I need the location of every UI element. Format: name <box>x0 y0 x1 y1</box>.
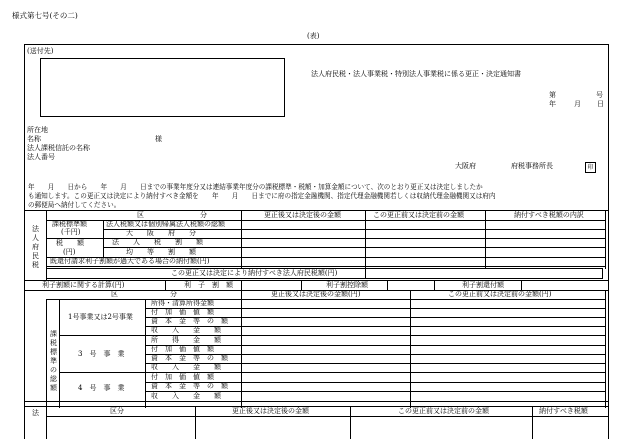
t3-hdr-kubun: 区分 <box>110 407 124 415</box>
t2-group-line <box>46 299 47 408</box>
t2-group-1: 課 <box>50 330 57 338</box>
t2-col-c <box>605 290 606 408</box>
address-label: 所在地 <box>27 126 48 134</box>
t1-side-2: 人 <box>32 234 39 242</box>
t2-r10 <box>145 391 605 392</box>
seal-stamp: 印 <box>585 162 596 173</box>
doc-no-suffix: 号 <box>596 91 603 99</box>
t1-zeigaku-unit: (円) <box>63 248 76 256</box>
t2-hdr-bun: 分 <box>170 290 177 298</box>
t2-g1-item3: 資 本 金 等 の 額 <box>151 317 228 325</box>
body-line-3: の郵便局へ納付してください。 <box>28 201 121 209</box>
trust-name-label: 法人課税信託の名称 <box>27 144 90 152</box>
interest-c3: 利子割還付額 <box>462 281 504 289</box>
t1-side-3: 府 <box>32 243 39 251</box>
t3-side-line <box>46 406 47 439</box>
t2-r6 <box>145 354 605 355</box>
t1-side-1: 法 <box>32 225 39 233</box>
t2-g2-item2: 付 加 価 値 額 <box>151 345 214 353</box>
doc-no-label: 第 <box>549 91 556 99</box>
t3-col-c <box>532 406 533 439</box>
t1-hdr-col2: この更正前又は決定前の金額 <box>373 211 464 219</box>
t2-r1 <box>145 308 605 309</box>
t2-g2-name: 3 号 事 業 <box>78 350 125 358</box>
t1-total-col-a <box>365 268 366 279</box>
form-number: 様式第七号(その二) <box>12 11 78 20</box>
t2-hdr-col1: 更正後又は決定後の金額(円) <box>271 290 361 298</box>
t1-kazei-unit: (千円) <box>61 228 81 236</box>
side-label: (表) <box>307 32 320 40</box>
t2-g1-item2: 付 加 価 値 額 <box>151 308 214 316</box>
t1-hdr-col1: 更正後又は決定後の金額 <box>264 211 341 219</box>
t1-total-label: この更正又は決定により納付すべき法人府民税額(円) <box>171 269 338 277</box>
t2-group-6: 総 <box>50 375 57 383</box>
t1-zeigaku-label: 税 額 <box>56 239 84 247</box>
t2-g3-item2: 資 本 金 等 の 額 <box>151 382 228 390</box>
t1-row-6 <box>46 266 605 267</box>
t2-hdr-col2: この更正前又は決定前の金額(円) <box>448 290 552 298</box>
t1-hdr-col3: 納付すべき税額の内訳 <box>514 211 584 219</box>
t1-row-label-2: 大 阪 府 分 <box>126 229 196 237</box>
t2-g2-item3: 資 本 金 等 の 額 <box>151 354 228 362</box>
t2-r7 <box>145 363 605 364</box>
interest-col-d <box>387 280 388 290</box>
interest-col-f <box>521 280 522 290</box>
t3-col-b <box>350 406 351 439</box>
t2-r11 <box>24 401 609 402</box>
t3-hdr-col3: 納付すべき税額 <box>539 407 588 415</box>
t1-col-c <box>485 210 486 269</box>
interest-col-b <box>241 280 242 290</box>
t2-g1-item4: 収 入 金 額 <box>151 326 221 334</box>
office-pref: 大阪府 <box>455 162 476 170</box>
t1-side-4: 民 <box>32 252 39 260</box>
corp-number-label: 法人番号 <box>27 153 55 161</box>
interest-c1: 利 子 割 額 <box>184 281 233 289</box>
interest-col-a <box>165 280 166 290</box>
t1-kazei-label: 課税標準額 <box>52 220 87 228</box>
t2-r3 <box>145 326 605 327</box>
t2-r8 <box>59 372 605 373</box>
sama-label: 様 <box>155 135 162 143</box>
t2-hdr-kubun: 区 <box>111 290 118 298</box>
t3-hdr-line <box>46 416 609 417</box>
interest-label: 利子割額に関する計算(円) <box>42 281 125 289</box>
t2-r2 <box>145 317 605 318</box>
t1-col-d <box>605 210 606 269</box>
t2-g3-item3: 収 入 金 額 <box>151 392 221 400</box>
body-line-2: も通知します。この更正又は決定により納付すべき金額を 年 月 日までに府の指定金融機関、指定代理金融機関若しくは収納代理金融機関又は府内 <box>28 192 496 200</box>
date-month: 月 <box>574 100 581 108</box>
t2-r5 <box>145 345 605 346</box>
address-window <box>40 58 285 117</box>
t2-group-7: 額 <box>50 384 57 392</box>
t1-hdr-bun: 分 <box>200 211 207 219</box>
office-chief: 府税事務所長 <box>511 162 553 170</box>
date-day: 日 <box>597 100 604 108</box>
t2-g1-item1: 所得・清算所得金額 <box>151 299 214 307</box>
t2-g3-name: 4 号 事 業 <box>78 384 125 392</box>
t2-group-5: の <box>50 366 57 374</box>
t2-group-2: 税 <box>50 339 57 347</box>
body-line-1: 年 月 日から 年 月 日までの事業年度分又は連結事業年度分の課税標準・税額・加算金額について、次のとおり更正又は決定しましたか <box>28 183 483 191</box>
t2-g1-name: 1号事業又は2号事業 <box>68 313 133 321</box>
t2-g2-item4: 収 入 金 額 <box>151 363 221 371</box>
interest-c2: 利子割控除額 <box>326 281 368 289</box>
t1-hdr-kubun: 区 <box>137 211 144 219</box>
t1-col-b <box>365 210 366 269</box>
t1-side-5: 税 <box>32 261 39 269</box>
t2-r4 <box>59 335 605 336</box>
interest-col-e <box>434 280 435 290</box>
interest-col-c <box>301 280 302 290</box>
notice-title: 法人府民税・法人事業税・特別法人事業税に係る更正・決定通知書 <box>311 70 521 78</box>
t3-col-a <box>195 406 196 439</box>
t2-g2-item1: 所 得 金 額 <box>151 336 221 344</box>
t2-r9 <box>145 382 605 383</box>
t1-row-label-1: 法人税額又は個別帰属法人税額の総額 <box>106 220 225 228</box>
t3-hdr-col1: 更正後又は決定後の金額 <box>232 407 309 415</box>
t2-hdr-line <box>46 299 605 300</box>
t2-group-3: 標 <box>50 348 57 356</box>
t3-side: 法 <box>32 409 39 417</box>
t1-col-a <box>241 210 242 269</box>
t2-g3-item1: 付 加 価 値 額 <box>151 373 214 381</box>
t2-name-line <box>59 299 60 408</box>
name-label: 名称 <box>27 135 41 143</box>
date-year: 年 <box>549 100 556 108</box>
t1-row-label-5: 既還付請求利子割額が過大である場合の納付額(円) <box>50 257 210 265</box>
t1-row-label-4: 均 等 割 額 <box>126 248 196 256</box>
t2-group-4: 準 <box>50 357 57 365</box>
t1-row-label-3: 法 人 税 割 額 <box>112 238 203 246</box>
t3-hdr-col2: この更正前又は決定前の金額 <box>398 407 489 415</box>
sender-label: (送付先) <box>27 47 54 55</box>
